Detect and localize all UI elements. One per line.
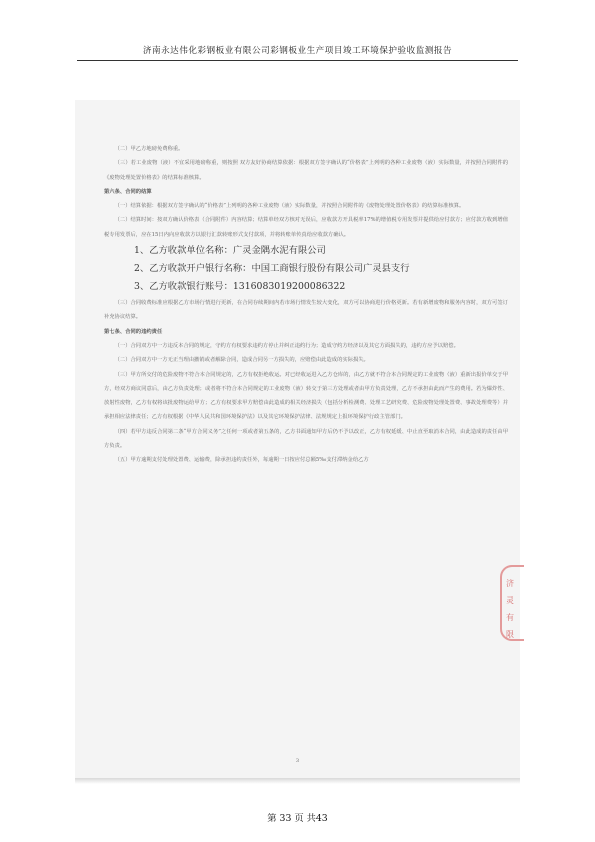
header-rule [77, 60, 518, 61]
page-footer: 第 33 页 共43 [267, 813, 328, 824]
seal-text: 济灵有限 [506, 579, 514, 639]
payee-bank: 2、乙方收款开户银行名称：中国工商银行股份有限公司广灵县支行 [134, 263, 410, 275]
paragraph: （四）若甲方违反合同第二条“甲方合同义务”之任何一项或者第五条的，乙方书面通知甲方后仍不予以改正，乙方有权延缓、中止直至取消本合同，由此造成的责任由甲方负责。 [104, 428, 508, 450]
paragraph: （二）结算时间：按双方确认价格表（合同附件）内容结算；结算单经双方核对无误后，应收款方开具税率17%的增值税专用发票并提供给应付款方；应付款方收到增值税专用发票后，应在15日内向应收款方以银行汇款转账形式支付款项，并将转账单传真给应收款方确认。 [104, 217, 508, 238]
section-heading: 第六条、合同的结算 [104, 188, 152, 195]
payee-account: 3、乙方收款银行账号：1316083019200086322 [134, 281, 346, 293]
report-header: 济南永达伟化彩钢板业有限公司彩钢板业生产项目竣工环境保护验收监测报告 [142, 46, 453, 56]
paragraph: （二）合同双方中一方无正当理由撤销或者解除合同，造成合同另一方损失的，应赔偿由此造成的实际损失。 [114, 357, 369, 364]
payee-name: 1、乙方收款单位名称：广灵金隅水泥有限公司 [134, 245, 326, 257]
contract-body [104, 142, 508, 468]
paragraph: （一）合同双方中一方违反本合同的规定，守约方有权要求违约方停止并纠正违约行为；造成守约方经济以及其它方面损失的，违约方应予以赔偿。 [114, 342, 459, 349]
paragraph: （五）甲方逾期支付处理处置费、运输费，除承担违约责任外，每逾期一日按应付总额5‰支付滞纳金给乙方 [114, 457, 369, 464]
section-heading: 第七条、合同的违约责任 [104, 328, 163, 335]
paragraph: （三）若工业废物（液）不宜采用地磅称重，则按照 双方友好协商结算依据：根据双方签字确认的“价格表”上列明的各种工业废物（液）实际数量，并按照合同附件的《废物处理处置价格表》的结算标准核算。 [104, 160, 508, 181]
paragraph: （一）结算依据：根据双方签字确认的“价格表”上列明的各种工业废物（液）实际数量，并按照合同附件的《废物处理处置价格表》的结算标准核算。 [114, 203, 465, 210]
inner-page-number: 3 [295, 758, 300, 764]
paragraph: （二）甲乙方地磅免费称重。 [114, 146, 184, 152]
paragraph: （三）合同收费标准应根据乙方市场行情进行更新，在合同存续期间内若市场行情发生较大变化，双方可以协商进行价格更新。若有新增废物和服务内容时，双方可签订补充协议结算。 [104, 300, 508, 321]
paragraph: （三）甲方所交付的危险废物不符合本合同规定的，乙方有权拒绝收运。对已经收运进入乙方仓库的，由乙方就不符合本合同规定的工业废物（液）重新出报价单交于甲方，经双方商议同意后，由乙方负责处理；或者将不符合本合同规定的工业废物（液）转交于第三方处理或者由甲方负责处理，乙方不承担由此而产生的费用。若为爆炸性、放射性废物，乙方有权将该批废物运给甲方；乙方有权要求甲方赔偿由此造成的相关经济损失（包括分析检测费、处理工艺研究费、危险废物处理处置费、事故处理费等）并承担相应法律责任；乙方有权根据《中华人民共和国环境保护法》以及其它环境保护法律、法规规定上报环境保护行政主管部门。 [104, 371, 508, 421]
scan-bottom-shadow [75, 778, 520, 784]
